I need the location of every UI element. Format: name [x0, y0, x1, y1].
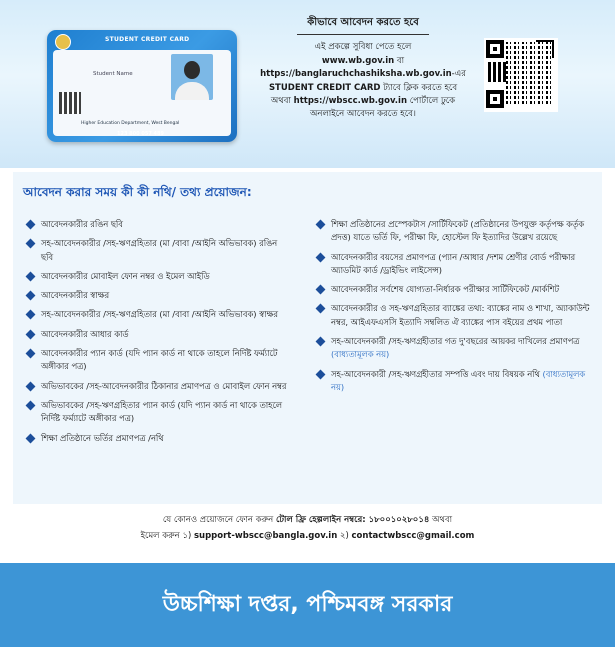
- diamond-bullet-icon: [26, 381, 36, 391]
- diamond-bullet-icon: [316, 252, 326, 262]
- list-item: শিক্ষা প্রতিষ্ঠানে ভর্তির প্রমাণপত্র /নথি: [25, 432, 291, 445]
- documents-title: আবেদন করার সময় কী কী নথি/ তথ্য প্রয়োজন:: [23, 185, 252, 199]
- list-item: সহ-আবেদনকারীর /সহ-ঋণগ্রহিতার (মা /বাবা /আইনি অভিভাবক) রঙিন ছবি: [25, 237, 291, 264]
- how-to-apply: [258, 14, 468, 122]
- diamond-bullet-icon: [316, 369, 326, 379]
- diamond-bullet-icon: [316, 337, 326, 347]
- diamond-bullet-icon: [26, 291, 36, 301]
- card-body: [53, 50, 231, 136]
- card-title: STUDENT CREDIT CARD: [105, 36, 190, 43]
- link-banglaruchchashiksha[interactable]: https://banglaruchchashiksha.wb.gov.in: [260, 69, 452, 80]
- list-item: আবেদনকারীর ও সহ-ঋণগ্রহিতার ব্যাঙ্কের তথ্য: ব্যাঙ্কের নাম ও শাখা, অ্যাকাউন্ট নম্বর, আইএফএসসি ইত্যাদি সম্বলিত ঐ ব্যাঙ্কের পাস বইয়ের প্রথম পাতা: [315, 302, 591, 329]
- diamond-bullet-icon: [26, 239, 36, 249]
- diamond-bullet-icon: [26, 401, 36, 411]
- list-item: সহ-আবেদনকারী /সহ-ঋণগ্রহীতার সম্পত্তি এবং দায় বিষয়ক নথি (বাধ্যতামূলক নয়): [315, 368, 591, 395]
- apply-line-6: অনলাইনে আবেদন করতে হবে।: [310, 109, 416, 120]
- diamond-bullet-icon: [26, 433, 36, 443]
- card-department: Higher Education Department, West Bengal: [81, 121, 180, 126]
- card-qr-icon: [59, 92, 81, 114]
- diamond-bullet-icon: [26, 220, 36, 230]
- top-banner: [0, 0, 615, 168]
- govt-emblem-icon: [55, 34, 71, 50]
- apply-line-5-suffix: পোর্টালে ঢুকে: [407, 96, 456, 107]
- not-mandatory-note: (বাধ্যতামূলক নয়): [331, 368, 586, 392]
- list-item: অভিভাবকের /সহ-আবেদনকারীর ঠিকানার প্রমাণপত্র ও মোবাইল ফোন নম্বর: [25, 380, 291, 393]
- list-item: আবেদনকারীর প্যান কার্ড (যদি প্যান কার্ড না থাকে তাহলে নির্দিষ্ট ফর্ম্যাটে অঙ্গীকার পত্র): [25, 347, 291, 374]
- list-item: আবেদনকারীর আধার কার্ড: [25, 328, 291, 341]
- email-support-link[interactable]: support-wbscc@bangla.gov.in: [193, 531, 338, 541]
- student-photo-icon: [171, 54, 213, 100]
- apply-line-3-suffix: -এর: [451, 69, 466, 80]
- diamond-bullet-icon: [316, 304, 326, 314]
- list-item: আবেদনকারীর বয়সের প্রমাণপত্র (প্যান /আধার /দশম শ্রেণীর বোর্ড পরীক্ষার অ্যাডমিট কার্ড /ড্রাইভিং লাইসেন্স): [315, 251, 591, 278]
- student-credit-card-image: [47, 30, 237, 142]
- diamond-bullet-icon: [26, 349, 36, 359]
- card-student-name: Student Name: [93, 71, 133, 77]
- documents-list-left: [25, 218, 291, 451]
- qr-code-icon[interactable]: [484, 38, 558, 112]
- apply-line-2-suffix: বা: [394, 55, 405, 66]
- list-item: আবেদনকারীর রঙিন ছবি: [25, 218, 291, 231]
- card-phone: 123 800 057 489: [117, 131, 164, 137]
- diamond-bullet-icon: [26, 310, 36, 320]
- student-credit-card-tab-label: STUDENT CREDIT CARD: [268, 82, 381, 93]
- diamond-bullet-icon: [316, 220, 326, 230]
- list-item: আবেদনকারীর সর্বশেষ যোগ্যতা-নির্ধারক পরীক্ষার সার্টিফিকেট /মার্কশিট: [315, 283, 591, 296]
- link-wb-gov[interactable]: www.wb.gov.in: [321, 55, 395, 66]
- diamond-bullet-icon: [26, 271, 36, 281]
- apply-line-4-suffix: ট্যাবে ক্লিক করতে হবে: [380, 82, 458, 93]
- diamond-bullet-icon: [316, 285, 326, 295]
- list-item: অভিভাবকের /সহ-ঋণগ্রহিতার প্যান কার্ড (যদি প্যান কার্ড না থাকে তাহলে নির্দিষ্ট ফর্ম্যাটে অঙ্গীকার পত্র): [25, 399, 291, 426]
- list-item: শিক্ষা প্রতিষ্ঠানের প্রস্পেকটাস /সার্টিফিকেট (প্রতিষ্ঠানের উপযুক্ত কর্তৃপক্ষ কর্তৃক প্রদত্ত) যাতে ভর্তি ফি, পরীক্ষা ফি, হোস্টেল ফি ইত্যাদির উল্লেখ রয়েছে: [315, 218, 591, 245]
- list-item: সহ-আবেদনকারীর /সহ-ঋণগ্রহিতার (মা /বাবা /আইনি অভিভাবক) স্বাক্ষর: [25, 308, 291, 321]
- documents-panel: [13, 172, 602, 504]
- documents-list-right: [315, 218, 591, 400]
- toll-free-number: টোল ফ্রি হেল্পলাইন নম্বরে: ১৮০০১০২৮০১৪: [275, 515, 430, 525]
- diamond-bullet-icon: [26, 329, 36, 339]
- email-contact-link[interactable]: contactwbscc@gmail.com: [351, 531, 475, 541]
- link-wbscc[interactable]: https://wbscc.wb.gov.in: [293, 96, 408, 107]
- helpline-info: যে কোনও প্রয়োজনে ফোন করুন টোল ফ্রি হেল্পলাইন নম্বরে: ১৮০০১০২৮০১৪ অথবা ইমেল করুন ১) support-wbscc@bangla.gov.in ২) contactwbscc@gmail.com: [140, 515, 475, 541]
- not-mandatory-note: (বাধ্যতামূলক নয়): [331, 349, 390, 360]
- apply-line-1: এই প্রকল্পে সুবিধা পেতে হলে: [314, 42, 412, 53]
- department-name: উচ্চশিক্ষা দপ্তর, পশ্চিমবঙ্গ সরকার: [162, 592, 453, 617]
- list-item: আবেদনকারীর মোবাইল ফোন নম্বর ও ইমেল আইডি: [25, 270, 291, 283]
- apply-line-5-prefix: অথবা: [270, 96, 294, 107]
- footer-bar: [0, 563, 615, 647]
- list-item: সহ-আবেদনকারী /সহ-ঋণগ্রহীতার গত দু'বছরের আয়কর দাখিলের প্রমাণপত্র (বাধ্যতামূলক নয়): [315, 335, 591, 362]
- list-item: আবেদনকারীর স্বাক্ষর: [25, 289, 291, 302]
- how-to-apply-title: কীভাবে আবেদন করতে হবে: [297, 14, 429, 35]
